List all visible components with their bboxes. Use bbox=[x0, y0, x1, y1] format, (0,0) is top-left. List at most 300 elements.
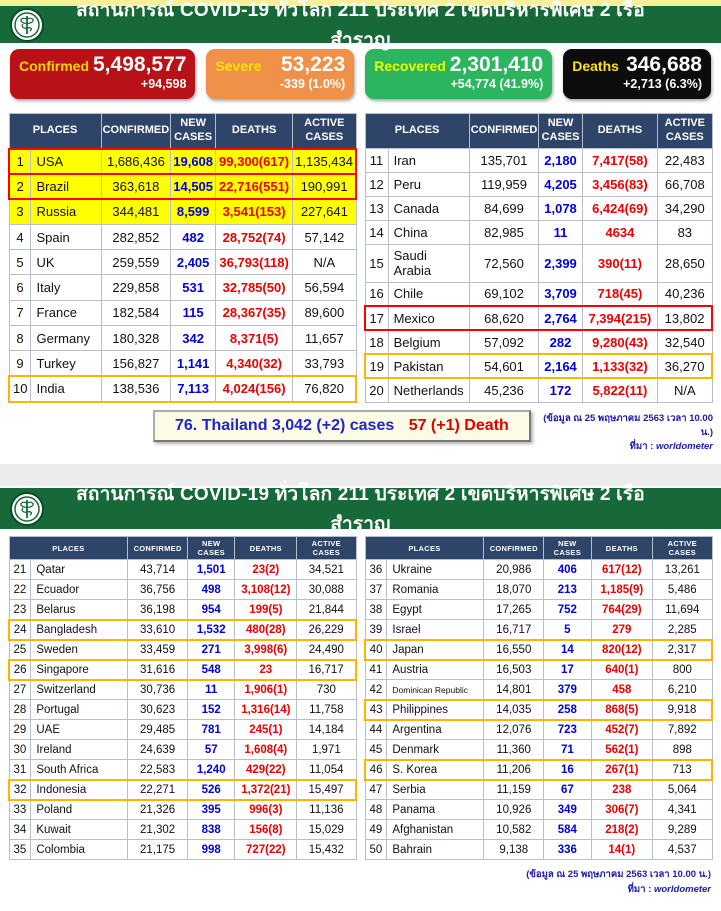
table-row bbox=[365, 330, 712, 354]
cell-place: Serbia bbox=[387, 780, 484, 800]
cell-rank: 40 bbox=[365, 640, 387, 660]
cell-active: 28,650 bbox=[658, 244, 712, 282]
stat-confirmed-value: 5,498,577 bbox=[93, 53, 187, 76]
cell-confirmed: 259,559 bbox=[101, 250, 171, 275]
table-header-row bbox=[365, 114, 712, 149]
table-row bbox=[9, 760, 356, 780]
table-header-row bbox=[9, 114, 356, 149]
cell-new: 781 bbox=[187, 720, 234, 740]
table-row bbox=[365, 220, 712, 244]
stat-recovered-label: Recovered bbox=[374, 58, 446, 74]
cell-place: Belgium bbox=[388, 330, 469, 354]
cell-place: Austria bbox=[387, 660, 484, 680]
cell-new: 752 bbox=[544, 600, 591, 620]
cell-place: Kuwait bbox=[31, 820, 128, 840]
cell-active: 6,210 bbox=[653, 680, 712, 700]
cell-deaths: 3,998(6) bbox=[235, 640, 297, 660]
cell-deaths: 32,785(50) bbox=[216, 275, 293, 300]
cell-confirmed: 10,926 bbox=[484, 800, 544, 820]
table-header-row bbox=[9, 537, 356, 560]
stat-recovered-delta: +54,774 (41.9%) bbox=[450, 77, 544, 91]
table-row bbox=[365, 740, 712, 760]
cell-confirmed: 156,827 bbox=[101, 351, 171, 376]
cell-confirmed: 282,852 bbox=[101, 224, 171, 249]
cell-rank: 28 bbox=[9, 700, 31, 720]
moph-caduceus-icon bbox=[10, 8, 44, 42]
cell-place: USA bbox=[31, 149, 101, 174]
stat-severe-delta: -339 (1.0%) bbox=[279, 77, 346, 91]
cell-place: France bbox=[31, 300, 101, 325]
cell-place: Romania bbox=[387, 580, 484, 600]
cell-place: Russia bbox=[31, 199, 101, 224]
cell-deaths: 429(22) bbox=[235, 760, 297, 780]
cell-place: Canada bbox=[388, 196, 469, 220]
cell-active: 2,317 bbox=[653, 640, 712, 660]
stat-confirmed-label: Confirmed bbox=[19, 58, 89, 74]
cell-place: Chile bbox=[388, 282, 469, 306]
table-row bbox=[365, 660, 712, 680]
cell-new: 8,599 bbox=[171, 199, 216, 224]
table-row bbox=[9, 720, 356, 740]
cell-confirmed: 43,714 bbox=[128, 560, 188, 580]
cell-new: 67 bbox=[544, 780, 591, 800]
cell-active: 40,236 bbox=[658, 282, 712, 306]
cell-rank: 4 bbox=[9, 224, 31, 249]
cell-confirmed: 18,070 bbox=[484, 580, 544, 600]
table-row bbox=[9, 680, 356, 700]
data-source: ที่มา : worldometer bbox=[627, 883, 711, 895]
cell-confirmed: 11,360 bbox=[484, 740, 544, 760]
cell-rank: 22 bbox=[9, 580, 31, 600]
stat-deaths-value: 346,688 bbox=[626, 53, 702, 76]
cell-rank: 39 bbox=[365, 620, 387, 640]
page-title: สถานการณ์ COVID-19 ทั่วโลก 211 ประเทศ 2 เขตบริหารพิเศษ 2 เรือสำราญ bbox=[76, 0, 645, 51]
cell-rank: 6 bbox=[9, 275, 31, 300]
cell-deaths: 14(1) bbox=[591, 840, 653, 860]
cell-deaths: 306(7) bbox=[591, 800, 653, 820]
cell-rank: 7 bbox=[9, 300, 31, 325]
cell-place: China bbox=[388, 220, 469, 244]
cell-confirmed: 68,620 bbox=[469, 306, 539, 330]
table-row bbox=[9, 640, 356, 660]
stat-severe-value: 53,223 bbox=[280, 53, 346, 76]
cell-deaths: 36,793(118) bbox=[216, 250, 293, 275]
cell-rank: 13 bbox=[365, 196, 388, 220]
cell-deaths: 3,541(153) bbox=[216, 199, 293, 224]
cell-confirmed: 16,503 bbox=[484, 660, 544, 680]
stat-recovered bbox=[365, 49, 552, 99]
stat-confirmed bbox=[10, 49, 195, 99]
cell-new: 526 bbox=[187, 780, 234, 800]
data-source-note bbox=[531, 410, 713, 455]
cell-confirmed: 33,610 bbox=[128, 620, 188, 640]
cell-new: 152 bbox=[187, 700, 234, 720]
cell-new: 584 bbox=[544, 820, 591, 840]
cell-rank: 20 bbox=[365, 378, 388, 402]
cell-place: Egypt bbox=[387, 600, 484, 620]
table-row bbox=[9, 300, 356, 325]
cell-place: Afghanistan bbox=[387, 820, 484, 840]
cell-confirmed: 20,986 bbox=[484, 560, 544, 580]
cell-rank: 38 bbox=[365, 600, 387, 620]
cell-active: 11,657 bbox=[293, 326, 356, 351]
cell-new: 531 bbox=[171, 275, 216, 300]
cell-confirmed: 11,159 bbox=[484, 780, 544, 800]
cell-new: 7,113 bbox=[171, 376, 216, 401]
table-row bbox=[9, 326, 356, 351]
cell-new: 2,164 bbox=[539, 354, 582, 378]
col-header-confirmed: CONFIRMED bbox=[101, 114, 171, 149]
col-header-confirmed: CONFIRMED bbox=[469, 114, 539, 149]
table-row bbox=[9, 800, 356, 820]
cell-deaths: 9,280(43) bbox=[582, 330, 657, 354]
cell-rank: 8 bbox=[9, 326, 31, 351]
cell-active: 4,341 bbox=[653, 800, 712, 820]
cell-active: 227,641 bbox=[293, 199, 356, 224]
tables-1-20 bbox=[0, 106, 721, 407]
cell-active: 190,991 bbox=[293, 174, 356, 199]
cell-active: 34,521 bbox=[297, 560, 356, 580]
cell-active: 730 bbox=[297, 680, 356, 700]
cell-deaths: 28,752(74) bbox=[216, 224, 293, 249]
cell-active: 11,694 bbox=[653, 600, 712, 620]
cell-place: Japan bbox=[387, 640, 484, 660]
cell-new: 4,205 bbox=[539, 172, 582, 196]
cell-rank: 43 bbox=[365, 700, 387, 720]
cell-new: 1,501 bbox=[187, 560, 234, 580]
cell-confirmed: 1,686,436 bbox=[101, 149, 171, 174]
cell-confirmed: 180,328 bbox=[101, 326, 171, 351]
cell-rank: 9 bbox=[9, 351, 31, 376]
cell-rank: 12 bbox=[365, 172, 388, 196]
cell-active: 5,064 bbox=[653, 780, 712, 800]
cell-deaths: 1,608(4) bbox=[235, 740, 297, 760]
cell-place: Dominican Republic bbox=[387, 680, 484, 700]
cell-place: Ukraine bbox=[387, 560, 484, 580]
table-row bbox=[9, 250, 356, 275]
cell-deaths: 1,906(1) bbox=[235, 680, 297, 700]
source-worldometer: worldometer bbox=[655, 441, 713, 452]
cell-new: 2,180 bbox=[539, 148, 582, 172]
cell-new: 2,399 bbox=[539, 244, 582, 282]
cell-deaths: 7,417(58) bbox=[582, 148, 657, 172]
table-row bbox=[9, 224, 356, 249]
cell-active: 30,088 bbox=[297, 580, 356, 600]
cell-active: 4,537 bbox=[653, 840, 712, 860]
cell-active: 11,136 bbox=[297, 800, 356, 820]
cell-active: 13,261 bbox=[653, 560, 712, 580]
cell-confirmed: 36,198 bbox=[128, 600, 188, 620]
cell-confirmed: 182,584 bbox=[101, 300, 171, 325]
col-header-places: PLACES bbox=[365, 537, 484, 560]
cell-new: 1,141 bbox=[171, 351, 216, 376]
cell-active: 89,600 bbox=[293, 300, 356, 325]
cell-place: Iran bbox=[388, 148, 469, 172]
cell-active: 26,229 bbox=[297, 620, 356, 640]
col-header-deaths: DEATHS bbox=[582, 114, 657, 149]
cell-deaths: 218(2) bbox=[591, 820, 653, 840]
cell-rank: 36 bbox=[365, 560, 387, 580]
cell-confirmed: 10,582 bbox=[484, 820, 544, 840]
cell-place: Bangladesh bbox=[31, 620, 128, 640]
world-table-ranks-36-50 bbox=[364, 536, 713, 860]
cell-rank: 41 bbox=[365, 660, 387, 680]
table-row bbox=[9, 780, 356, 800]
cell-place: Pakistan bbox=[388, 354, 469, 378]
cell-active: N/A bbox=[658, 378, 712, 402]
cell-new: 838 bbox=[187, 820, 234, 840]
table-row bbox=[365, 244, 712, 282]
cell-deaths: 458 bbox=[591, 680, 653, 700]
cell-rank: 18 bbox=[365, 330, 388, 354]
stat-deaths-label: Deaths bbox=[572, 58, 619, 74]
cell-deaths: 6,424(69) bbox=[582, 196, 657, 220]
cell-new: 723 bbox=[544, 720, 591, 740]
cell-confirmed: 14,035 bbox=[484, 700, 544, 720]
cell-new: 998 bbox=[187, 840, 234, 860]
col-header-new-cases: NEW CASES bbox=[539, 114, 582, 149]
cell-confirmed: 21,175 bbox=[128, 840, 188, 860]
cell-deaths: 23(2) bbox=[235, 560, 297, 580]
cell-new: 336 bbox=[544, 840, 591, 860]
cell-new: 14,505 bbox=[171, 174, 216, 199]
thailand-note-row bbox=[0, 407, 721, 465]
cell-deaths: 22,716(551) bbox=[216, 174, 293, 199]
cell-new: 57 bbox=[187, 740, 234, 760]
cell-confirmed: 31,616 bbox=[128, 660, 188, 680]
cell-confirmed: 36,756 bbox=[128, 580, 188, 600]
cell-rank: 48 bbox=[365, 800, 387, 820]
stat-deaths-delta: +2,713 (6.3%) bbox=[623, 77, 702, 91]
table-row bbox=[9, 376, 356, 401]
cell-deaths: 156(8) bbox=[235, 820, 297, 840]
cell-new: 498 bbox=[187, 580, 234, 600]
cell-new: 2,764 bbox=[539, 306, 582, 330]
stat-severe-label: Severe bbox=[215, 58, 262, 74]
cell-rank: 11 bbox=[365, 148, 388, 172]
cell-rank: 21 bbox=[9, 560, 31, 580]
cell-place: Saudi Arabia bbox=[388, 244, 469, 282]
cell-confirmed: 344,481 bbox=[101, 199, 171, 224]
col-header-places: PLACES bbox=[365, 114, 469, 149]
page-title: สถานการณ์ COVID-19 ทั่วโลก 211 ประเทศ 2 เขตบริหารพิเศษ 2 เรือสำราญ bbox=[76, 483, 645, 535]
table-row bbox=[365, 840, 712, 860]
cell-new: 11 bbox=[539, 220, 582, 244]
world-table-ranks-11-20 bbox=[364, 113, 713, 403]
cell-rank: 24 bbox=[9, 620, 31, 640]
table-row bbox=[365, 640, 712, 660]
cell-place: Brazil bbox=[31, 174, 101, 199]
cell-rank: 29 bbox=[9, 720, 31, 740]
col-header-new-cases: NEW CASES bbox=[187, 537, 234, 560]
cell-confirmed: 54,601 bbox=[469, 354, 539, 378]
cell-active: 33,793 bbox=[293, 351, 356, 376]
data-source: ที่มา : worldometer bbox=[629, 441, 713, 452]
cell-place: S. Korea bbox=[387, 760, 484, 780]
table-row bbox=[365, 620, 712, 640]
table-row bbox=[365, 580, 712, 600]
source-worldometer: worldometer bbox=[653, 883, 711, 895]
cell-place: Spain bbox=[31, 224, 101, 249]
table-row bbox=[365, 800, 712, 820]
stat-recovered-value: 2,301,410 bbox=[449, 53, 544, 76]
cell-confirmed: 21,302 bbox=[128, 820, 188, 840]
cell-rank: 46 bbox=[365, 760, 387, 780]
cell-new: 172 bbox=[539, 378, 582, 402]
cell-active: 11,054 bbox=[297, 760, 356, 780]
cell-new: 258 bbox=[544, 700, 591, 720]
col-header-places: PLACES bbox=[9, 114, 101, 149]
cell-new: 16 bbox=[544, 760, 591, 780]
table-row bbox=[365, 720, 712, 740]
col-header-active-cases: ACTIVE CASES bbox=[658, 114, 712, 149]
cell-rank: 14 bbox=[365, 220, 388, 244]
cell-place: India bbox=[31, 376, 101, 401]
cell-active: 2,285 bbox=[653, 620, 712, 640]
cell-deaths: 718(45) bbox=[582, 282, 657, 306]
cell-deaths: 4,024(156) bbox=[216, 376, 293, 401]
table-row bbox=[9, 620, 356, 640]
cell-confirmed: 21,326 bbox=[128, 800, 188, 820]
table-row bbox=[9, 840, 356, 860]
table-row bbox=[9, 660, 356, 680]
cell-rank: 47 bbox=[365, 780, 387, 800]
cell-new: 395 bbox=[187, 800, 234, 820]
cell-rank: 26 bbox=[9, 660, 31, 680]
cell-confirmed: 9,138 bbox=[484, 840, 544, 860]
cell-deaths: 727(22) bbox=[235, 840, 297, 860]
table-row bbox=[365, 600, 712, 620]
cell-deaths: 1,185(9) bbox=[591, 580, 653, 600]
table-row bbox=[365, 148, 712, 172]
cell-new: 14 bbox=[544, 640, 591, 660]
cell-rank: 16 bbox=[365, 282, 388, 306]
cell-confirmed: 69,102 bbox=[469, 282, 539, 306]
thailand-status-note bbox=[153, 410, 531, 442]
cell-active: 57,142 bbox=[293, 224, 356, 249]
data-source-note bbox=[0, 864, 721, 911]
cell-place: Ireland bbox=[31, 740, 128, 760]
cell-deaths: 640(1) bbox=[591, 660, 653, 680]
cell-rank: 34 bbox=[9, 820, 31, 840]
cell-confirmed: 229,858 bbox=[101, 275, 171, 300]
cell-rank: 49 bbox=[365, 820, 387, 840]
cell-new: 11 bbox=[187, 680, 234, 700]
panel-world-21-50 bbox=[0, 483, 721, 911]
cell-place: UK bbox=[31, 250, 101, 275]
table-row bbox=[9, 275, 356, 300]
cell-place: Turkey bbox=[31, 351, 101, 376]
table-row bbox=[365, 378, 712, 402]
cell-confirmed: 119,959 bbox=[469, 172, 539, 196]
cell-new: 213 bbox=[544, 580, 591, 600]
cell-place: Germany bbox=[31, 326, 101, 351]
cell-rank: 25 bbox=[9, 640, 31, 660]
cell-place: Bahrain bbox=[387, 840, 484, 860]
cell-rank: 19 bbox=[365, 354, 388, 378]
cell-place: Singapore bbox=[31, 660, 128, 680]
cell-new: 406 bbox=[544, 560, 591, 580]
col-header-active-cases: ACTIVE CASES bbox=[293, 114, 356, 149]
cell-confirmed: 45,236 bbox=[469, 378, 539, 402]
cell-confirmed: 29,485 bbox=[128, 720, 188, 740]
tables-21-50 bbox=[0, 529, 721, 864]
col-header-active-cases: ACTIVE CASES bbox=[297, 537, 356, 560]
cell-new: 379 bbox=[544, 680, 591, 700]
table-row bbox=[9, 199, 356, 224]
cell-deaths: 199(5) bbox=[235, 600, 297, 620]
cell-active: 76,820 bbox=[293, 376, 356, 401]
cell-active: 1,135,434 bbox=[293, 149, 356, 174]
cell-active: 713 bbox=[653, 760, 712, 780]
table-row bbox=[365, 306, 712, 330]
cell-rank: 3 bbox=[9, 199, 31, 224]
table-row bbox=[365, 560, 712, 580]
cell-active: 9,289 bbox=[653, 820, 712, 840]
cell-place: Italy bbox=[31, 275, 101, 300]
table-row bbox=[9, 600, 356, 620]
cell-active: N/A bbox=[293, 250, 356, 275]
cell-new: 115 bbox=[171, 300, 216, 325]
table-row bbox=[365, 820, 712, 840]
title-bar bbox=[0, 483, 721, 535]
cell-active: 15,432 bbox=[297, 840, 356, 860]
cell-place: Poland bbox=[31, 800, 128, 820]
cell-active: 32,540 bbox=[658, 330, 712, 354]
cell-deaths: 28,367(35) bbox=[216, 300, 293, 325]
cell-confirmed: 30,736 bbox=[128, 680, 188, 700]
cell-rank: 30 bbox=[9, 740, 31, 760]
cell-active: 13,802 bbox=[658, 306, 712, 330]
cell-active: 22,483 bbox=[658, 148, 712, 172]
table-row bbox=[9, 174, 356, 199]
cell-active: 15,029 bbox=[297, 820, 356, 840]
cell-place: Denmark bbox=[387, 740, 484, 760]
cell-confirmed: 11,206 bbox=[484, 760, 544, 780]
cell-new: 19,608 bbox=[171, 149, 216, 174]
cell-deaths: 617(12) bbox=[591, 560, 653, 580]
cell-rank: 10 bbox=[9, 376, 31, 401]
cell-deaths: 279 bbox=[591, 620, 653, 640]
cell-place: Switzerland bbox=[31, 680, 128, 700]
cell-new: 548 bbox=[187, 660, 234, 680]
table-row bbox=[9, 351, 356, 376]
col-header-confirmed: CONFIRMED bbox=[484, 537, 544, 560]
cell-new: 1,532 bbox=[187, 620, 234, 640]
cell-active: 14,184 bbox=[297, 720, 356, 740]
table-row bbox=[365, 282, 712, 306]
table-row bbox=[9, 740, 356, 760]
table-row bbox=[9, 560, 356, 580]
stat-confirmed-delta: +94,598 bbox=[140, 77, 187, 91]
cell-rank: 31 bbox=[9, 760, 31, 780]
table-row bbox=[365, 680, 712, 700]
cell-rank: 50 bbox=[365, 840, 387, 860]
cell-active: 24,490 bbox=[297, 640, 356, 660]
cell-place: Sweden bbox=[31, 640, 128, 660]
table-row bbox=[365, 196, 712, 220]
cell-rank: 45 bbox=[365, 740, 387, 760]
cell-active: 34,290 bbox=[658, 196, 712, 220]
col-header-deaths: DEATHS bbox=[591, 537, 653, 560]
cell-deaths: 8,371(5) bbox=[216, 326, 293, 351]
cell-confirmed: 363,618 bbox=[101, 174, 171, 199]
cell-deaths: 562(1) bbox=[591, 740, 653, 760]
cell-place: UAE bbox=[31, 720, 128, 740]
moph-caduceus-icon bbox=[10, 492, 44, 526]
cell-deaths: 1,133(32) bbox=[582, 354, 657, 378]
cell-new: 17 bbox=[544, 660, 591, 680]
